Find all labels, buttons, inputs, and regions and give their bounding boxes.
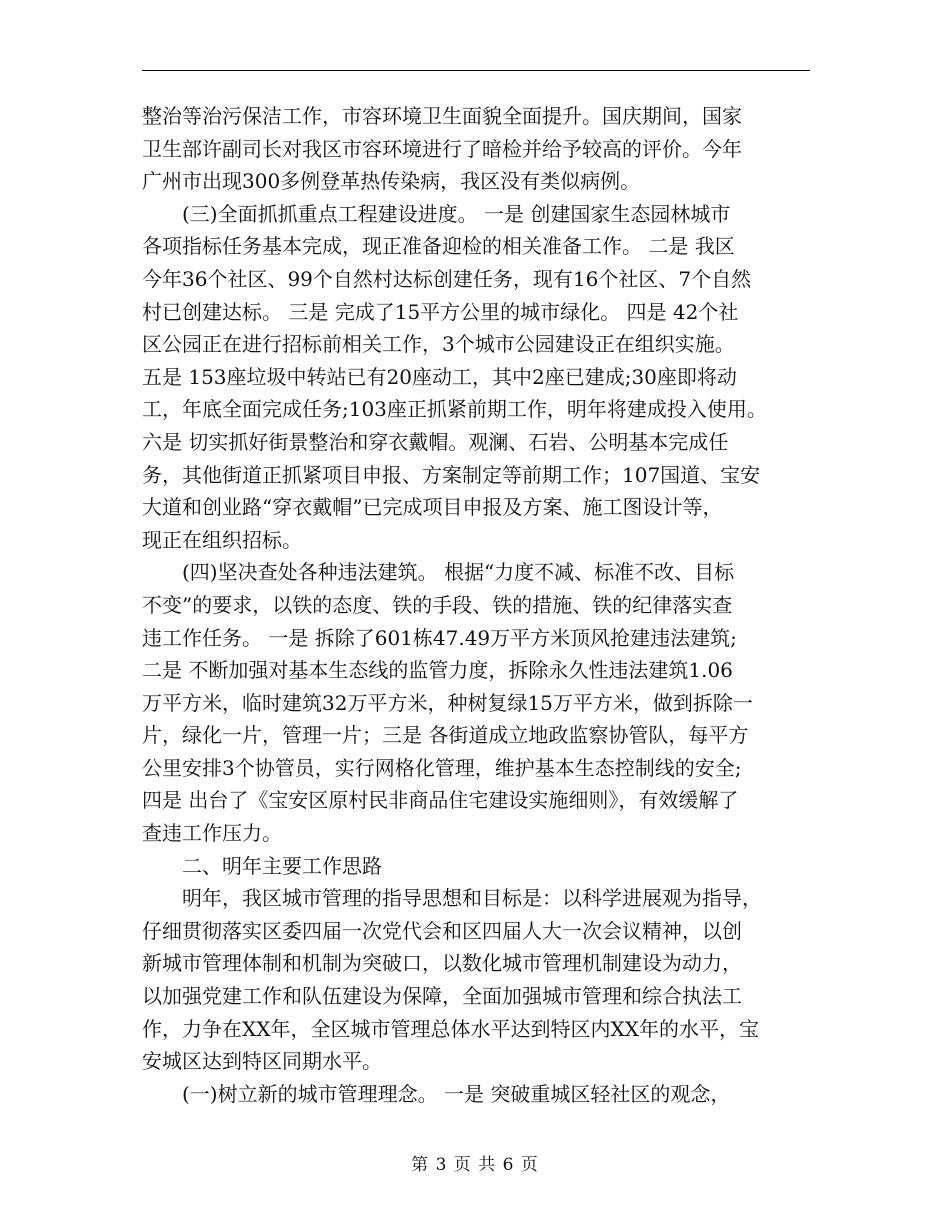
text-line: 公里安排3个协管员，实行网格化管理，维护基本生态控制线的安全;: [142, 755, 742, 780]
page-number-footer: 第 3 页 共 6 页: [411, 1155, 539, 1175]
text-line: 五是 153座垃圾中转站已有20座动工，其中2座已建成;30座即将动: [142, 364, 737, 389]
text-line: 今年36个社区、99个自然村达标创建任务，现有16个社区、7个自然: [142, 266, 752, 291]
text-line: 以加强党建工作和队伍建设为保障，全面加强城市管理和综合执法工: [142, 984, 742, 1009]
text-line: 务，其他街道正抓紧项目申报、方案制定等前期工作；107国道、宝安: [142, 462, 761, 487]
text-line: 违工作任务。 一是 拆除了601栋47.49万平方米顶风抢建违法建筑;: [142, 625, 737, 650]
text-line: 仔细贯彻落实区委四届一次党代会和区四届人大一次会议精神，以创: [142, 918, 742, 943]
text-line: 卫生部许副司长对我区市容环境进行了暗检并给予较高的评价。今年: [142, 136, 742, 161]
text-line: 整治等治污保洁工作，市容环境卫生面貌全面提升。国庆期间，国家: [142, 104, 742, 128]
text-line: 万平方米，临时建筑32万平方米，种树复绿15万平方米，做到拆除一: [142, 690, 753, 715]
text-line: 各项指标任务基本完成，现正准备迎检的相关准备工作。 二是 我区: [142, 234, 735, 259]
text-line: 四是 出台了《宝安区原村民非商品住宅建设实施细则》，有效缓解了: [142, 788, 739, 813]
text-line: 不变”的要求，以铁的态度、铁的手段、铁的措施、铁的纪律落实查: [142, 592, 733, 617]
section-heading-line: (三)全面抓抓重点工程建设进度。 一是 创建国家生态园林城市: [142, 201, 731, 226]
text-line: 村已创建达标。 三是 完成了15平方公里的城市绿化。 四是 42个社: [142, 299, 739, 324]
text-line: 片，绿化一片，管理一片；三是 各街道成立地政监察协管队，每平方: [142, 723, 749, 748]
section-heading-line: (一)树立新的城市管理理念。 一是 突破重城区轻社区的观念，: [142, 1081, 731, 1106]
text-line: 查违工作压力。: [142, 821, 282, 846]
text-line: 明年，我区城市管理的指导思想和目标是：以科学进展观为指导，: [142, 886, 762, 911]
text-line: 安城区达到特区同期水平。: [142, 1049, 382, 1074]
text-line: 二是 不断加强对基本生态线的监管力度，拆除永久性违法建筑1.06: [142, 658, 733, 683]
document-body: [142, 100, 818, 1110]
text-line: 区公园正在进行招标前相关工作，3个城市公园建设正在组织实施。: [142, 332, 735, 357]
section-heading-line: (四)坚决查处各种违法建筑。 根据“力度不减、标准不改、目标: [142, 560, 735, 585]
section-heading-line: 二、明年主要工作思路: [142, 853, 382, 878]
header-rule: [142, 70, 810, 71]
text-line: 大道和创业路“穿衣戴帽”已完成项目申报及方案、施工图设计等，: [142, 495, 723, 520]
text-line: 广州市出现300多例登革热传染病，我区没有类似病例。: [142, 169, 641, 194]
text-line: 作，力争在XX年，全区城市管理总体水平达到特区内XX年的水平，宝: [142, 1016, 759, 1041]
text-line: 六是 切实抓好街景整治和穿衣戴帽。观澜、石岩、公明基本完成任: [142, 429, 729, 454]
text-line: 新城市管理体制和机制为突破口，以数化城市管理机制建设为动力，: [142, 951, 742, 976]
text-line: 现正在组织招标。: [142, 527, 302, 552]
text-line: 工，年底全面完成任务;103座正抓紧前期工作，明年将建成投入使用。: [142, 397, 767, 422]
